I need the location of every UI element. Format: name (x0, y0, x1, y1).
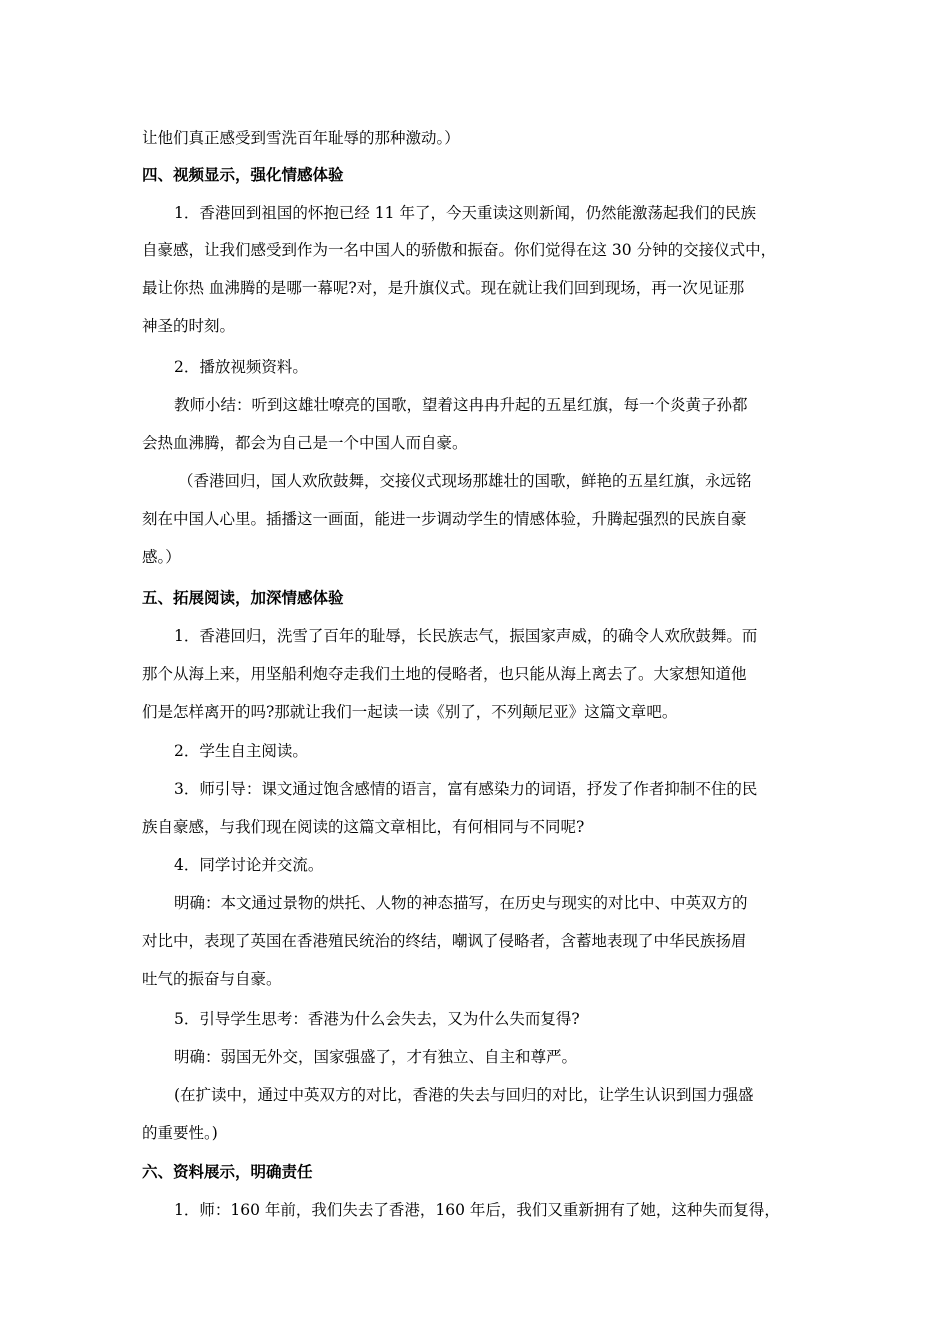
section-heading-4: 四、视频显示，强化情感体验 (142, 165, 344, 184)
text-line: 1．香港回到祖国的怀抱已经 11 年了，今天重读这则新闻，仍然能激荡起我们的民族 (174, 204, 756, 222)
text-line: (在扩读中，通过中英双方的对比，香港的失去与回归的对比，让学生认识到国力强盛 (174, 1086, 754, 1104)
text-line: 教师小结：听到这雄壮嘹亮的国歌，望着这冉冉升起的五星红旗，每一个炎黄子孙都 (174, 396, 748, 414)
text-line: 的重要性。) (142, 1124, 218, 1142)
text-line: 神圣的时刻。 (142, 317, 236, 335)
text-line: 自豪感，让我们感受到作为一名中国人的骄傲和振奋。你们觉得在这 30 分钟的交接仪式中， (142, 241, 777, 259)
text-line: 刻在中国人心里。插播这一画面，能进一步调动学生的情感体验，升腾起强烈的民族自豪 (142, 510, 747, 528)
text-line: 们是怎样离开的吗?那就让我们一起读一读《别了，不列颠尼亚》这篇文章吧。 (142, 703, 678, 721)
section-heading-5: 五、拓展阅读，加深情感体验 (142, 588, 344, 607)
text-line: 最让你热 血沸腾的是哪一幕呢?对，是升旗仪式。现在就让我们回到现场，再一次见证那 (142, 279, 745, 297)
text-line: 吐气的振奋与自豪。 (142, 970, 282, 988)
text-line: 让他们真正感受到雪洗百年耻辱的那种激动。） (142, 129, 460, 147)
text-line: 族自豪感，与我们现在阅读的这篇文章相比，有何相同与不同呢? (142, 818, 585, 836)
text-line: 2．播放视频资料。 (174, 358, 308, 376)
text-line: 明确：弱国无外交，国家强盛了，才有独立、自主和尊严。 (174, 1048, 578, 1066)
text-line: 3．师引导：课文通过饱含感情的语言，富有感染力的词语，抒发了作者抑制不住的民 (174, 780, 758, 798)
text-line: 1．香港回归，洗雪了百年的耻辱，长民族志气，振国家声威，的确令人欢欣鼓舞。而 (174, 627, 758, 645)
text-line: 那个从海上来，用坚船利炮夺走我们土地的侵略者，也只能从海上离去了。大家想知道他 (142, 665, 747, 683)
text-line: 4．同学讨论并交流。 (174, 856, 324, 874)
text-line: 感。） (142, 548, 181, 566)
text-line: 对比中，表现了英国在香港殖民统治的终结，嘲讽了侵略者，含蓄地表现了中华民族扬眉 (142, 932, 747, 950)
section-heading-6: 六、资料展示，明确责任 (142, 1162, 313, 1181)
text-line: 明确：本文通过景物的烘托、人物的神态描写，在历史与现实的对比中、中英双方的 (174, 894, 748, 912)
text-line: 2．学生自主阅读。 (174, 742, 308, 760)
text-line: 会热血沸腾，都会为自己是一个中国人而自豪。 (142, 434, 468, 452)
text-line: 5．引导学生思考：香港为什么会失去，又为什么失而复得? (174, 1010, 580, 1028)
text-line: （香港回归，国人欢欣鼓舞，交接仪式现场那雄壮的国歌，鲜艳的五星红旗，永远铭 (178, 472, 752, 490)
text-line: 1．师：160 年前，我们失去了香港，160 年后，我们又重新拥有了她，这种失而复得， (174, 1201, 780, 1219)
